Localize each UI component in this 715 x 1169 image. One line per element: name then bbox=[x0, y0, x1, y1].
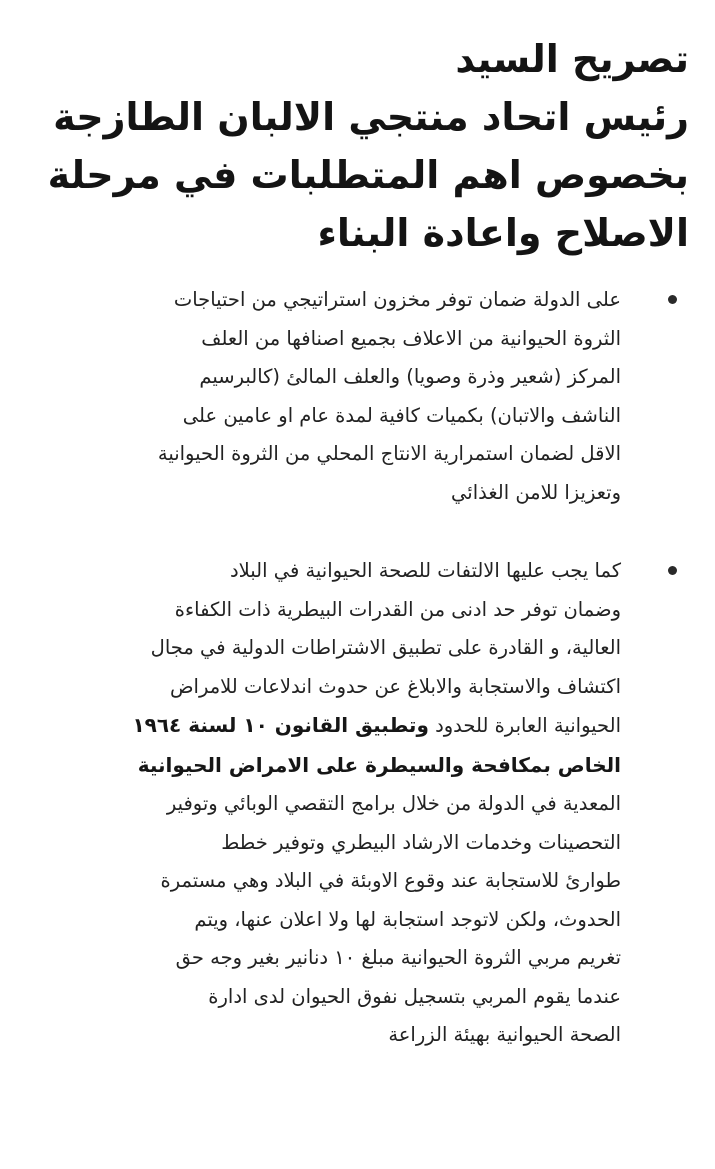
bullet-text-line: تغريم مربي الثروة الحيوانية مبلغ ١٠ دنانير بغير وجه حق bbox=[175, 946, 621, 969]
bullet-text-line: طوارئ للاستجابة عند وقوع الاوبئة في البلاد وهي مستمرة bbox=[160, 869, 621, 892]
bullet-dot-icon bbox=[668, 566, 677, 575]
bullet-text-line: وضمان توفر حد ادنى من القدرات البيطرية ذات الكفاءة bbox=[174, 597, 621, 621]
bullet-text-line: الحدوث، ولكن لاتوجد استجابة لها ولا اعلان عنها، ويتم bbox=[194, 907, 621, 931]
bullet-text-line: الاقل لضمان استمرارية الانتاج المحلي من الثروة الحيوانية bbox=[157, 442, 621, 465]
bullet-text-line: اكتشاف والاستجابة والابلاغ عن حدوث اندلاعات للامراض bbox=[169, 674, 621, 698]
bullet-text-line: كما يجب عليها الالتفات للصحة الحيوانية في البلاد bbox=[229, 559, 621, 582]
title-line: الاصلاح واعادة البناء bbox=[317, 211, 689, 255]
bullet-text-line: على الدولة ضمان توفر مخزون استراتيجي من احتياجات bbox=[173, 288, 621, 311]
bullet-text-line: التحصينات وخدمات الارشاد البيطري وتوفير خطط bbox=[221, 830, 621, 854]
bullet-text-line: عندما يقوم المربي بتسجيل نفوق الحيوان لدى ادارة bbox=[208, 984, 621, 1008]
title-line: بخصوص اهم المتطلبات في مرحلة bbox=[47, 153, 689, 197]
bullet-text-line: الصحة الحيوانية بهيئة الزراعة bbox=[388, 1023, 621, 1046]
statement-title bbox=[20, 30, 689, 262]
title-line: رئيس اتحاد منتجي الالبان الطازجة bbox=[53, 95, 689, 139]
bullet-text-line: المركز (شعير وذرة وصويا) والعلف المالئ (كالبرسيم bbox=[199, 365, 621, 388]
title-line: تصريح السيد bbox=[455, 37, 689, 81]
bullet-mixed-line bbox=[18, 706, 621, 746]
bullet-text-line: العالية، و القادرة على تطبيق الاشتراطات الدولية في مجال bbox=[150, 636, 621, 659]
bullet-bold-text: وتطبيق القانون ١٠ لسنة ١٩٦٤ bbox=[132, 713, 429, 737]
bullet-bold-line bbox=[18, 746, 621, 786]
bullet-item-feed-reserve bbox=[18, 281, 679, 512]
bullet-text-line: وتعزيزا للامن الغذائي bbox=[451, 480, 621, 504]
bullet-list bbox=[18, 281, 679, 1055]
bullet-text-line: الثروة الحيوانية من الاعلاف بجميع اصنافها من العلف bbox=[201, 326, 621, 350]
bullet-bold-text: الخاص بمكافحة والسيطرة على الامراض الحيوانية bbox=[137, 752, 621, 777]
bullet-dot-icon bbox=[668, 295, 677, 304]
bullet-item-animal-health bbox=[18, 552, 679, 1055]
bullet-text-line: المعدية في الدولة من خلال برامج التقصي الوبائي وتوفير bbox=[166, 792, 621, 815]
bullet-plain-text: الحيوانية العابرة للحدود bbox=[428, 714, 621, 737]
bullet-text-line: الناشف والاتبان) بكميات كافية لمدة عام او عامين على bbox=[182, 403, 621, 427]
